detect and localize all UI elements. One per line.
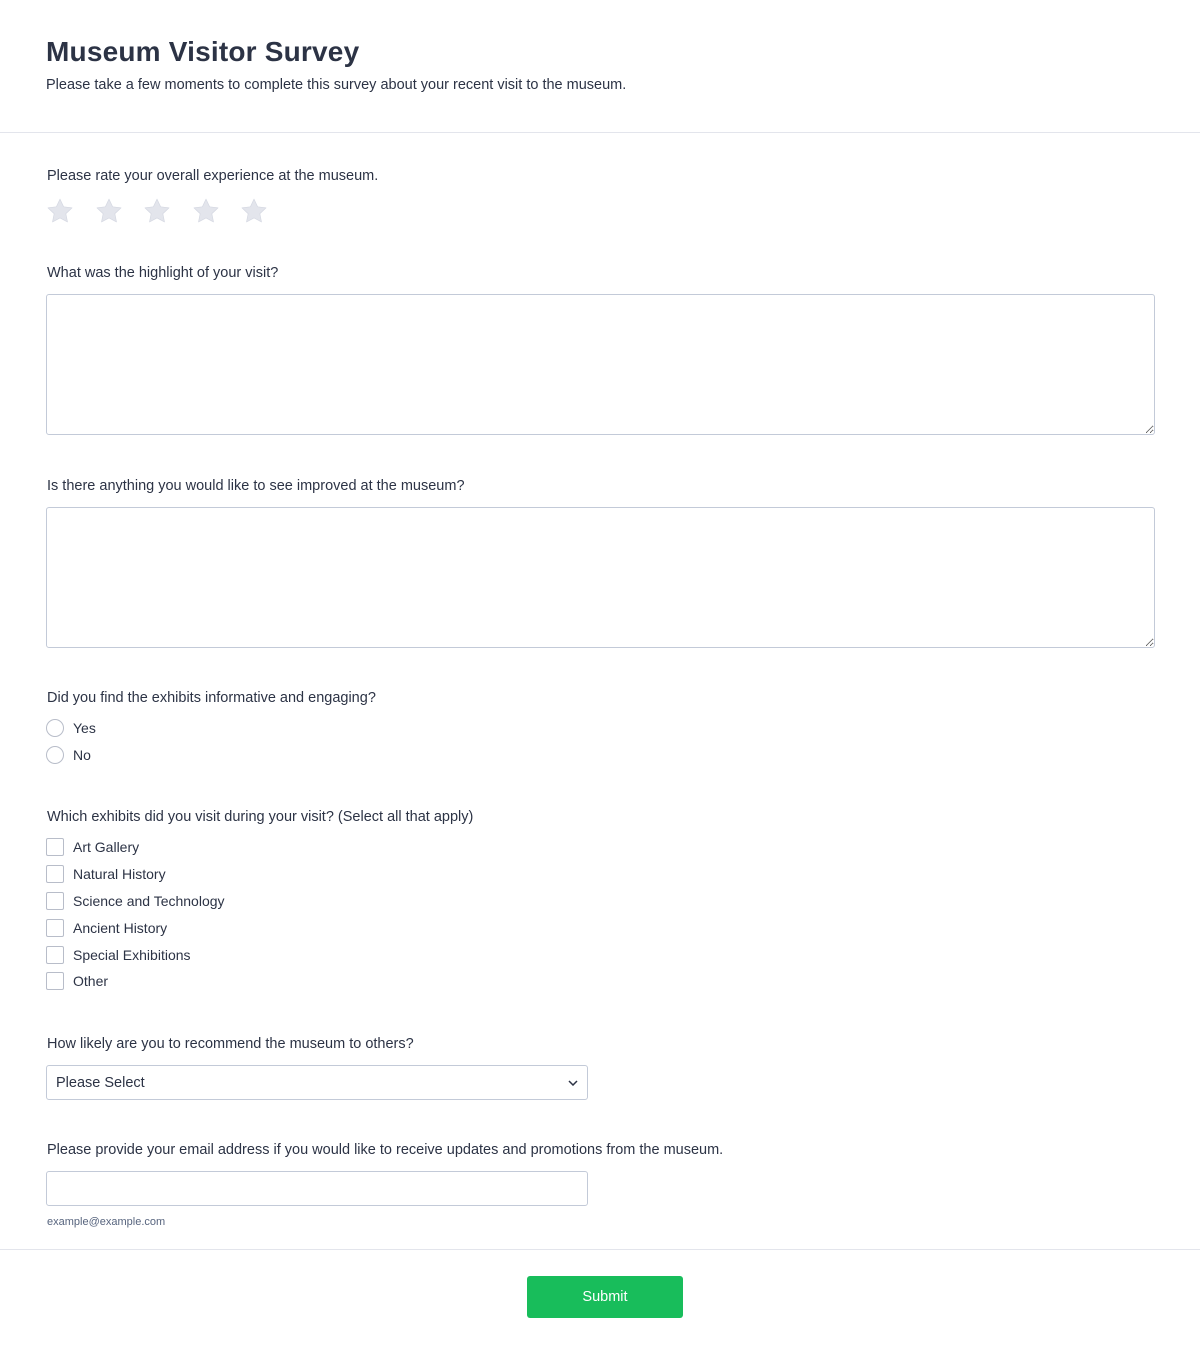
- radio-yes[interactable]: [46, 719, 96, 737]
- email-input[interactable]: [46, 1171, 588, 1206]
- footer-divider: [0, 1249, 1200, 1250]
- checkbox-label: Natural History: [73, 866, 166, 882]
- radio-no[interactable]: [46, 746, 91, 764]
- checkbox-science-technology[interactable]: [46, 892, 225, 910]
- star-rating: [46, 197, 268, 225]
- improve-label: Is there anything you would like to see improved at the museum?: [47, 478, 465, 494]
- rating-label: Please rate your overall experience at the museum.: [47, 168, 379, 184]
- checkbox-label: Ancient History: [73, 920, 168, 936]
- header-divider: [0, 132, 1200, 133]
- recommend-select[interactable]: [46, 1065, 588, 1100]
- radio-label: Yes: [73, 720, 96, 736]
- star-icon[interactable]: [192, 197, 220, 225]
- radio-circle-icon[interactable]: [46, 719, 64, 737]
- checkbox-icon[interactable]: [46, 972, 64, 990]
- checkbox-icon[interactable]: [46, 946, 64, 964]
- checkbox-label: Science and Technology: [73, 893, 225, 909]
- checkbox-icon[interactable]: [46, 838, 64, 856]
- checkbox-other[interactable]: [46, 972, 108, 990]
- chevron-down-icon: [568, 1080, 578, 1086]
- exhibits-label: Which exhibits did you visit during your visit? (Select all that apply): [47, 809, 474, 825]
- select-value: Please Select: [56, 1074, 145, 1091]
- radio-circle-icon[interactable]: [46, 746, 64, 764]
- checkbox-icon[interactable]: [46, 892, 64, 910]
- highlight-textarea[interactable]: [46, 294, 1155, 435]
- checkbox-natural-history[interactable]: [46, 865, 166, 883]
- improve-textarea[interactable]: [46, 507, 1155, 648]
- checkbox-label: Art Gallery: [73, 839, 140, 855]
- checkbox-label: Special Exhibitions: [73, 947, 191, 963]
- star-icon[interactable]: [95, 197, 123, 225]
- checkbox-label: Other: [73, 973, 109, 989]
- star-icon[interactable]: [143, 197, 171, 225]
- checkbox-art-gallery[interactable]: [46, 838, 139, 856]
- page-title: Museum Visitor Survey: [46, 36, 360, 67]
- highlight-label: What was the highlight of your visit?: [47, 265, 279, 281]
- email-label: Please provide your email address if you would like to receive updates and promotions from the museum.: [47, 1142, 724, 1158]
- radio-label: No: [73, 747, 91, 763]
- checkbox-icon[interactable]: [46, 919, 64, 937]
- recommend-label: How likely are you to recommend the museum to others?: [47, 1036, 414, 1052]
- star-icon[interactable]: [46, 197, 74, 225]
- submit-button[interactable]: Submit: [527, 1276, 683, 1318]
- star-icon[interactable]: [240, 197, 268, 225]
- checkbox-special-exhibitions[interactable]: [46, 946, 191, 964]
- checkbox-ancient-history[interactable]: [46, 919, 167, 937]
- email-help-text: example@example.com: [47, 1216, 166, 1228]
- page-subtitle: Please take a few moments to complete this survey about your recent visit to the museum.: [46, 77, 627, 93]
- checkbox-icon[interactable]: [46, 865, 64, 883]
- informative-label: Did you find the exhibits informative and engaging?: [47, 690, 376, 706]
